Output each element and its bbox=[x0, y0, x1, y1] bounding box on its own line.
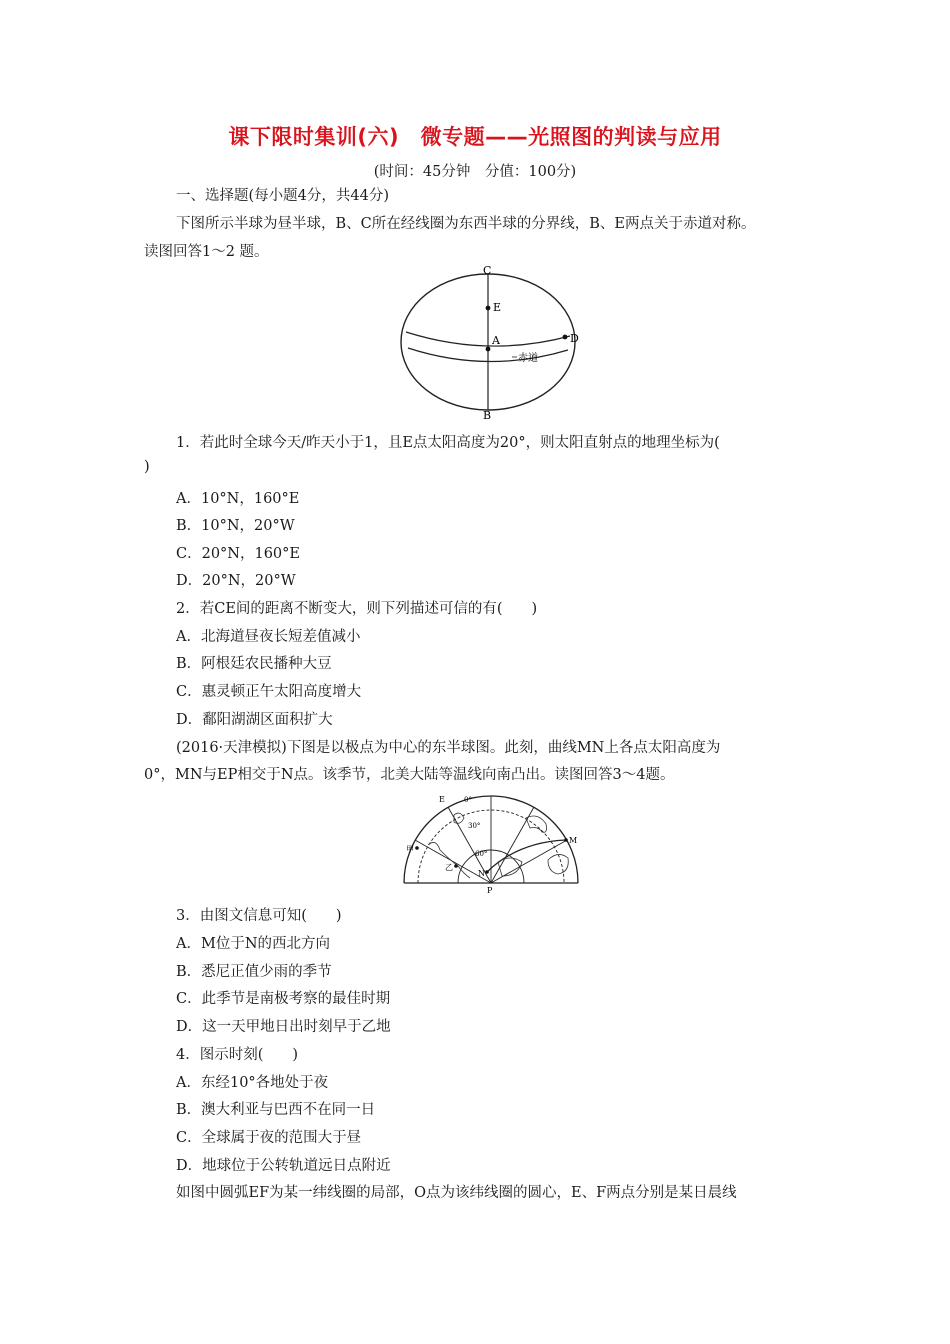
q2-option-b: B．阿根廷农民播种大豆 bbox=[176, 656, 332, 672]
label-p: P bbox=[487, 886, 493, 895]
q1-option-c: C．20°N，160°E bbox=[176, 546, 300, 562]
q3-option-c: C．此季节是南极考察的最佳时期 bbox=[176, 991, 391, 1007]
q1-option-d: D．20°N，20°W bbox=[176, 573, 296, 589]
continent-europe bbox=[454, 813, 464, 823]
label-d: D bbox=[570, 332, 579, 345]
label-a: A bbox=[492, 334, 500, 347]
q3-option-a: A．M位于N的西北方向 bbox=[176, 936, 331, 952]
label-m: M bbox=[569, 836, 578, 845]
point-n-marker bbox=[485, 870, 489, 874]
continent-asia bbox=[526, 816, 547, 832]
figure-polar-east-hemisphere bbox=[398, 790, 588, 900]
q1-option-b: B．10°N，20°W bbox=[176, 518, 295, 534]
page-subtitle: (时间：45分钟 分值：100分) bbox=[373, 164, 577, 180]
q3-stem: 3．由图文信息可知( ) bbox=[176, 908, 342, 924]
q1-stem-line-2: ) bbox=[144, 459, 150, 475]
label-yi: 乙 bbox=[445, 863, 453, 872]
intro-1-line-1: 下图所示半球为昼半球，B、C所在经线圈为东西半球的分界线，B、E两点关于赤道对称。 bbox=[176, 216, 756, 232]
page-title: 课下限时集训(六) 微专题——光照图的判读与应用 bbox=[228, 125, 722, 149]
q4-option-a: A．东经10°各地处于夜 bbox=[176, 1075, 329, 1091]
q4-stem: 4．图示时刻( ) bbox=[176, 1047, 299, 1063]
q1-option-a: A．10°N，160°E bbox=[176, 491, 300, 507]
section-heading: 一、选择题(每小题4分，共44分) bbox=[176, 188, 389, 204]
q2-option-a: A．北海道昼夜长短差值减小 bbox=[176, 629, 361, 645]
q4-option-d: D．地球位于公转轨道远日点附近 bbox=[176, 1158, 391, 1174]
q2-stem: 2．若CE间的距离不断变大，则下列描述可信的有( ) bbox=[176, 601, 538, 617]
label-jia: 甲 bbox=[406, 845, 414, 854]
point-yi-marker bbox=[454, 864, 458, 868]
intro-3-line-1: 如图中圆弧EF为某一纬线圈的局部，O点为该纬线圈的圆心，E、F两点分别是某日晨线 bbox=[176, 1185, 737, 1201]
point-d-marker bbox=[563, 335, 568, 340]
q3-option-b: B．悉尼正值少雨的季节 bbox=[176, 964, 332, 980]
point-m-marker bbox=[564, 838, 568, 842]
label-30-degree: 30° bbox=[468, 822, 481, 830]
continent-africa bbox=[428, 842, 470, 878]
figure-day-hemisphere bbox=[395, 262, 595, 422]
q4-option-b: B．澳大利亚与巴西不在同一日 bbox=[176, 1102, 376, 1118]
q2-option-d: D．鄱阳湖湖区面积扩大 bbox=[176, 712, 333, 728]
label-b: B bbox=[483, 409, 492, 422]
label-e: E bbox=[493, 301, 502, 314]
q1-stem-line-1: 1．若此时全球今天/昨天小于1，且E点太阳高度为20°，则太阳直射点的地理坐标为( bbox=[176, 435, 720, 451]
meridian-120 bbox=[491, 807, 534, 883]
intro-2-line-2: 0°，MN与EP相交于N点。该季节，北美大陆等温线向南凸出。读图回答3～4题。 bbox=[144, 767, 675, 783]
label-60-degree: 60° bbox=[475, 850, 488, 858]
continent-australia bbox=[548, 854, 568, 874]
point-e-marker bbox=[486, 306, 491, 311]
q3-option-d: D．这一天甲地日出时刻早于乙地 bbox=[176, 1019, 391, 1035]
intro-2-line-1: (2016·天津模拟)下图是以极点为中心的东半球图。此刻，曲线MN上各点太阳高度为 bbox=[176, 740, 721, 756]
q2-option-c: C．惠灵顿正午太阳高度增大 bbox=[176, 684, 362, 700]
intro-1-line-2: 读图回答1～2 题。 bbox=[144, 244, 269, 260]
label-n: N bbox=[478, 869, 485, 878]
label-c: C bbox=[483, 264, 492, 277]
point-a-marker bbox=[486, 347, 491, 352]
label-0-degree: 0° bbox=[464, 796, 472, 804]
q4-option-c: C．全球属于夜的范围大于昼 bbox=[176, 1130, 362, 1146]
point-jia-marker bbox=[415, 846, 419, 850]
label-equator: 赤道 bbox=[518, 353, 538, 364]
label-e: E bbox=[439, 795, 445, 804]
